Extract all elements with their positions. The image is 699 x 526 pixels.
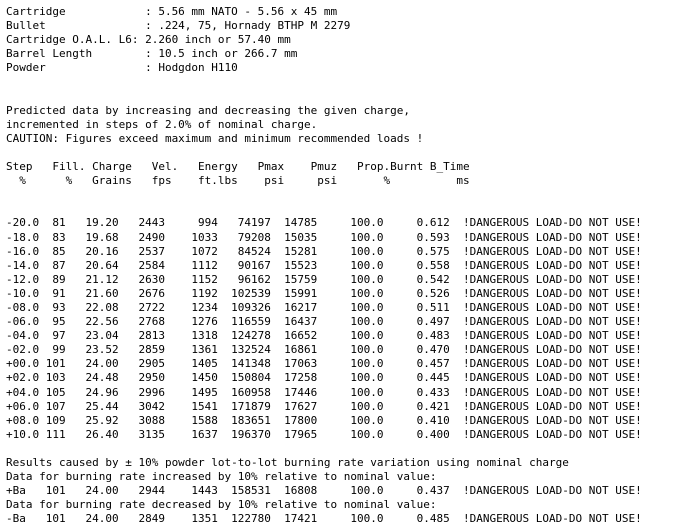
notes-block (6, 104, 699, 146)
cartridge-header-block (6, 5, 699, 75)
footer-decrease-row: -Ba 101 24.00 2849 1351 122780 17421 100.0 0.485 !DANGEROUS LOAD-DO NOT USE! (6, 512, 642, 526)
table-row: -04.0 97 23.04 2813 1318 124278 16652 100.0 0.483 !DANGEROUS LOAD-DO NOT USE! (6, 329, 642, 343)
table-row: -02.0 99 23.52 2859 1361 132524 16861 100.0 0.470 !DANGEROUS LOAD-DO NOT USE! (6, 343, 642, 357)
spacer-5 (6, 202, 699, 216)
table-header-row-2: % % Grains fps ft.lbs psi psi % ms (6, 174, 470, 188)
table-row: -18.0 83 19.68 2490 1033 79208 15035 100.0 0.593 !DANGEROUS LOAD-DO NOT USE! (6, 230, 642, 244)
table-row: -14.0 87 20.64 2584 1112 90167 15523 100.0 0.558 !DANGEROUS LOAD-DO NOT USE! (6, 258, 642, 272)
table-row: +04.0 105 24.96 2996 1495 160958 17446 100.0 0.433 !DANGEROUS LOAD-DO NOT USE! (6, 385, 642, 399)
footer-block (6, 456, 699, 526)
table-row: -06.0 95 22.56 2768 1276 116559 16437 100.0 0.497 !DANGEROUS LOAD-DO NOT USE! (6, 315, 642, 329)
header-line-barrel-length: Barrel Length : 10.5 inch or 266.7 mm (6, 47, 298, 61)
table-row: +08.0 109 25.92 3088 1588 183651 17800 100.0 0.410 !DANGEROUS LOAD-DO NOT USE! (6, 413, 642, 427)
footer-increase-row: +Ba 101 24.00 2944 1443 158531 16808 100.0 0.437 !DANGEROUS LOAD-DO NOT USE! (6, 484, 642, 498)
spacer-6 (6, 442, 699, 456)
spacer-2 (6, 90, 699, 104)
table-body (6, 216, 699, 442)
spacer-3 (6, 146, 699, 160)
notes-line-prediction: Predicted data by increasing and decreasing the given charge, (6, 103, 410, 117)
header-line-powder: Powder : Hodgdon H110 (6, 61, 238, 75)
spacer-4 (6, 188, 699, 202)
spacer-1 (6, 75, 699, 89)
footer-increase-label: Data for burning rate increased by 10% relative to nominal value: (6, 470, 437, 484)
table-header-row-1: Step Fill. Charge Vel. Energy Pmax Pmuz Prop.Burnt B_Time (6, 160, 470, 174)
notes-line-increment: incremented in steps of 2.0% of nominal charge. (6, 117, 318, 131)
table-row: -10.0 91 21.60 2676 1192 102539 15991 100.0 0.526 !DANGEROUS LOAD-DO NOT USE! (6, 286, 642, 300)
header-line-bullet: Bullet : .224, 75, Hornady BTHP M 2279 (6, 19, 351, 33)
table-row: +06.0 107 25.44 3042 1541 171879 17627 100.0 0.421 !DANGEROUS LOAD-DO NOT USE! (6, 399, 642, 413)
table-row: -20.0 81 19.20 2443 994 74197 14785 100.0 0.612 !DANGEROUS LOAD-DO NOT USE! (6, 216, 642, 230)
footer-summary: Results caused by ± 10% powder lot-to-lot burning rate variation using nominal charge (6, 456, 569, 469)
table-row: -12.0 89 21.12 2630 1152 96162 15759 100.0 0.542 !DANGEROUS LOAD-DO NOT USE! (6, 272, 642, 286)
header-line-oal: Cartridge O.A.L. L6: 2.260 inch or 57.40 mm (6, 33, 291, 47)
header-line-cartridge: Cartridge : 5.56 mm NATO - 5.56 x 45 mm (6, 5, 338, 18)
table-row: +10.0 111 26.40 3135 1637 196370 17965 100.0 0.400 !DANGEROUS LOAD-DO NOT USE! (6, 427, 642, 441)
table-row: -08.0 93 22.08 2722 1234 109326 16217 100.0 0.511 !DANGEROUS LOAD-DO NOT USE! (6, 300, 642, 314)
notes-line-caution: CAUTION: Figures exceed maximum and minimum recommended loads ! (6, 131, 424, 145)
table-header (6, 160, 699, 188)
table-row: -16.0 85 20.16 2537 1072 84524 15281 100.0 0.575 !DANGEROUS LOAD-DO NOT USE! (6, 244, 642, 258)
footer-decrease-label: Data for burning rate decreased by 10% relative to nominal value: (6, 498, 437, 512)
table-row: +02.0 103 24.48 2950 1450 150804 17258 100.0 0.445 !DANGEROUS LOAD-DO NOT USE! (6, 371, 642, 385)
table-row: +00.0 101 24.00 2905 1405 141348 17063 100.0 0.457 !DANGEROUS LOAD-DO NOT USE! (6, 357, 642, 371)
